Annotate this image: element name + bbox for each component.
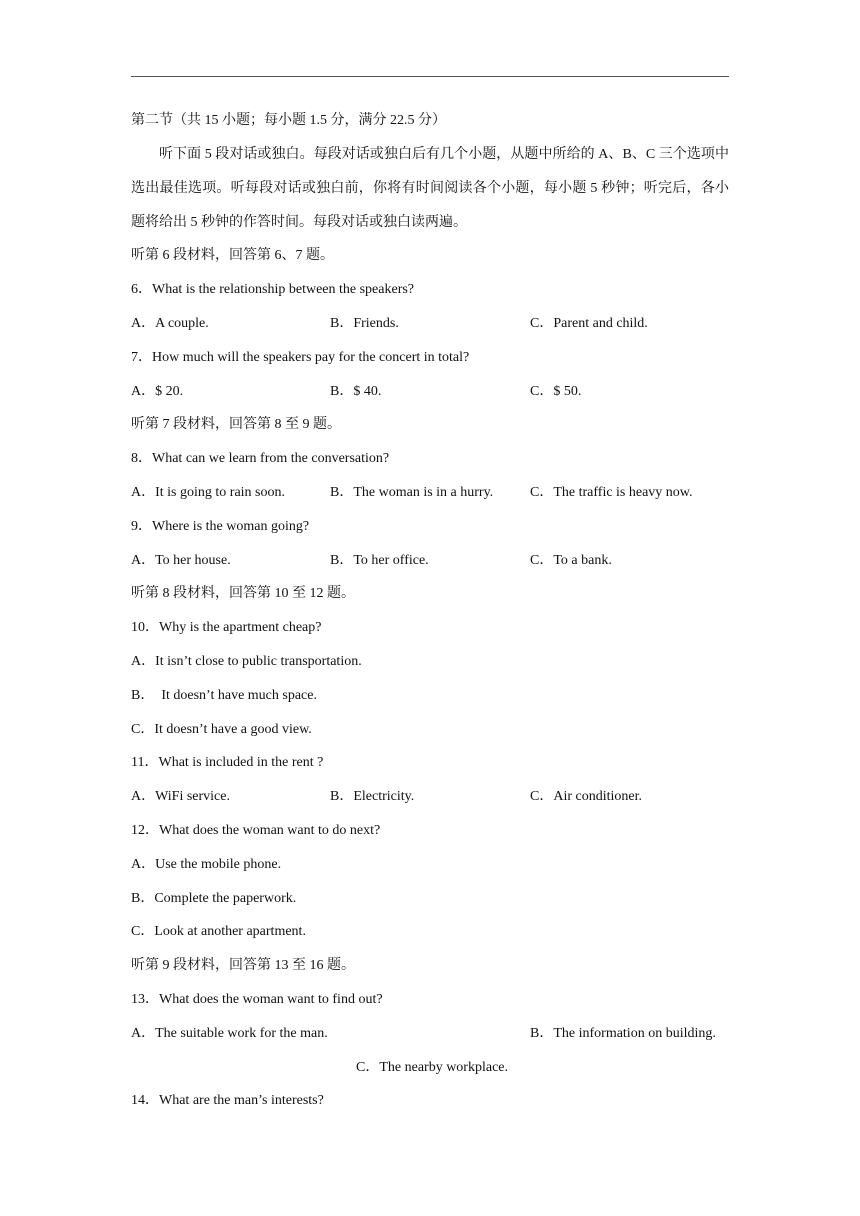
q9-option-a: A．To her house. [131,553,231,568]
q6-option-a: A．A couple. [131,316,209,331]
question-12: 12．What does the woman want to do next? [131,823,381,838]
q11-option-a: A．WiFi service. [131,789,230,804]
question-7: 7．How much will the speakers pay for the concert in total? [131,350,470,365]
q8-option-c: C．The traffic is heavy now. [530,485,693,500]
q12-option-c: C．Look at another apartment. [131,924,306,939]
question-13: 13．What does the woman want to find out? [131,992,383,1007]
question-10: 10．Why is the apartment cheap? [131,620,322,635]
question-11: 11．What is included in the rent ? [131,755,324,770]
q13-option-a: A．The suitable work for the man. [131,1026,328,1041]
q8-option-b: B．The woman is in a hurry. [330,485,494,500]
q12-option-b: B．Complete the paperwork. [131,891,297,906]
q10-option-b: B． It doesn’t have much space. [131,688,317,703]
question-6: 6．What is the relationship between the speakers? [131,282,415,297]
q12-option-a: A．Use the mobile phone. [131,857,282,872]
q9-option-b: B．To her office. [330,553,429,568]
q13-option-b: B．The information on building. [530,1026,716,1041]
question-8: 8．What can we learn from the conversation? [131,451,390,466]
q7-option-a: A．$ 20. [131,384,184,399]
q9-option-c: C．To a bank. [530,553,612,568]
q11-option-c: C．Air conditioner. [530,789,642,804]
q11-option-b: B．Electricity. [330,789,415,804]
question-14: 14．What are the man’s interests? [131,1093,324,1108]
instructions-paragraph: 听下面 5 段对话或独白。每段对话或独白后有几个小题，从题中所给的 A、B、C 三个选项中选出最佳选项。听每段对话或独白前，你将有时间阅读各个小题，每小题 5 秒钟；听完后，各小题将给出 5 秒钟的作答时间。每段对话或独白读两遍。 [131,147,729,230]
q6-option-b: B．Friends. [330,316,399,331]
section-header: 第二节（共 15 小题；每小题 1.5 分，满分 22.5 分） [131,113,446,128]
passage-7-heading: 听第 7 段材料，回答第 8 至 9 题。 [131,417,341,432]
q8-option-a: A．It is going to rain soon. [131,485,285,500]
passage-9-heading: 听第 9 段材料，回答第 13 至 16 题。 [131,958,355,973]
q10-option-a: A．It isn’t close to public transportation. [131,654,362,669]
q7-option-b: B．$ 40. [330,384,382,399]
q6-option-c: C．Parent and child. [530,316,648,331]
passage-8-heading: 听第 8 段材料，回答第 10 至 12 题。 [131,586,355,601]
q13-option-c: C．The nearby workplace. [356,1060,508,1075]
header-rule [131,76,729,77]
q7-option-c: C．$ 50. [530,384,582,399]
q10-option-c: C．It doesn’t have a good view. [131,722,312,737]
question-9: 9．Where is the woman going? [131,519,310,534]
passage-6-heading: 听第 6 段材料，回答第 6、7 题。 [131,248,334,263]
